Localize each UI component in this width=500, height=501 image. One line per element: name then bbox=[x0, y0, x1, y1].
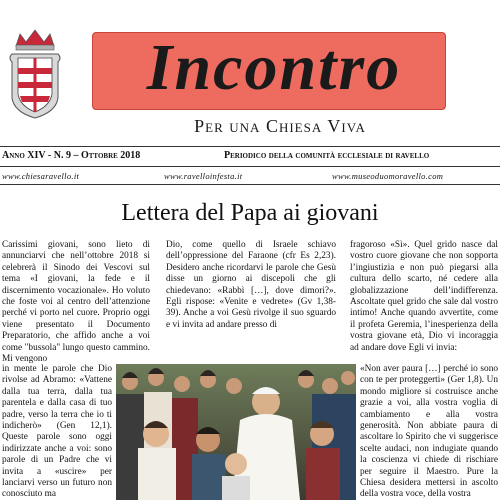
article-text: Dio, come quello di Israele schiavo dell’oppressione del Faraone (cfr Es 2,23). Desidero anche ricordarvi le parole che Gesù disse un giorno ai discepoli che gli chiedevano: «Rabbì […], dove dimori?». Egli rispose: «Venite e vedrete» (Gv 1,38-39). Anche a voi Gesù rivolge il suo sguardo e vi invita ad andare presso di bbox=[166, 240, 336, 330]
divider bbox=[0, 184, 500, 185]
article-column-2 bbox=[166, 240, 336, 331]
article-text: «Non aver paura […] perché io sono con te per proteggerti» (Ger 1,8). Un mondo migliore si costruisce anche grazie a voi, alla vostra voglia di cambiamento e alla vostra generosità. Non abbiate paura di ascoltare lo Spirito che vi suggerisce scelte audaci, non indugiate quando la coscienza vi chiede di rischiare per seguire il Maestro. Pure la Chiesa desidera mettersi in ascolto della vostra voce, della vostra bbox=[360, 364, 498, 500]
article-text: fragoroso «Sì». Quel grido nasce dal vostro cuore giovane che non sopporta l’ingiustizia e non può piegarsi alla cultura dello scarto, né cedere alla globalizzazione dell’indifferenza. Ascoltate quel grido che sale dal vostro intimo! Anche quando avvertite, come il profeta Geremia, l’inesperienza della vostra giovane età, Dio vi incoraggia ad andare dove Egli vi invia: bbox=[350, 240, 498, 353]
periodical-description: Periodico della comunità ecclesiale di ravello bbox=[224, 150, 430, 161]
newspaper-subtitle: Per una Chiesa Viva bbox=[194, 116, 366, 136]
ravello-crest-logo bbox=[6, 28, 64, 120]
article-column-1-continued bbox=[2, 364, 112, 501]
website-link[interactable]: www.museoduomoravello.com bbox=[332, 171, 444, 181]
article-column-1 bbox=[2, 240, 150, 365]
article-text: Carissimi giovani, sono lieto di annunciarvi che nell’ottobre 2018 si celebrerà il Sinodo dei Vescovi sul tema «I giovani, la fede e il discernimento vocazionale». Ho voluto che foste voi al centro dell’attenzione perché vi porto nel cuore. Proprio oggi viene presentato il Documento Preparatorio, che affido anche a voi come "bussola" lungo questo cammino. Mi vengono bbox=[2, 240, 150, 365]
website-link[interactable]: www.ravelloinfesta.it bbox=[164, 171, 243, 181]
divider bbox=[0, 166, 500, 167]
website-link[interactable]: www.chiesaravello.it bbox=[2, 171, 80, 181]
article-column-3-continued bbox=[360, 364, 498, 501]
article-headline: Lettera del Papa ai giovani bbox=[121, 200, 379, 226]
issue-line bbox=[2, 150, 498, 161]
pope-with-youth-photo bbox=[116, 364, 356, 500]
divider bbox=[0, 146, 500, 147]
article-column-3 bbox=[350, 240, 498, 354]
article-text: in mente le parole che Dio rivolse ad Abramo: «Vattene dalla tua terra, dalla tua parentela e dalla casa di tuo padre, verso la terra che io ti indicherò» (Gen 12,1). Queste parole sono oggi indirizzate anche a voi: sono parole di un Padre che vi invita a «uscire» per lanciarvi verso un futuro non conosciuto ma bbox=[2, 364, 112, 500]
newspaper-title: Incontro bbox=[146, 31, 402, 104]
issue-number: Anno XIV - N. 9 – Ottobre 2018 bbox=[2, 150, 141, 161]
